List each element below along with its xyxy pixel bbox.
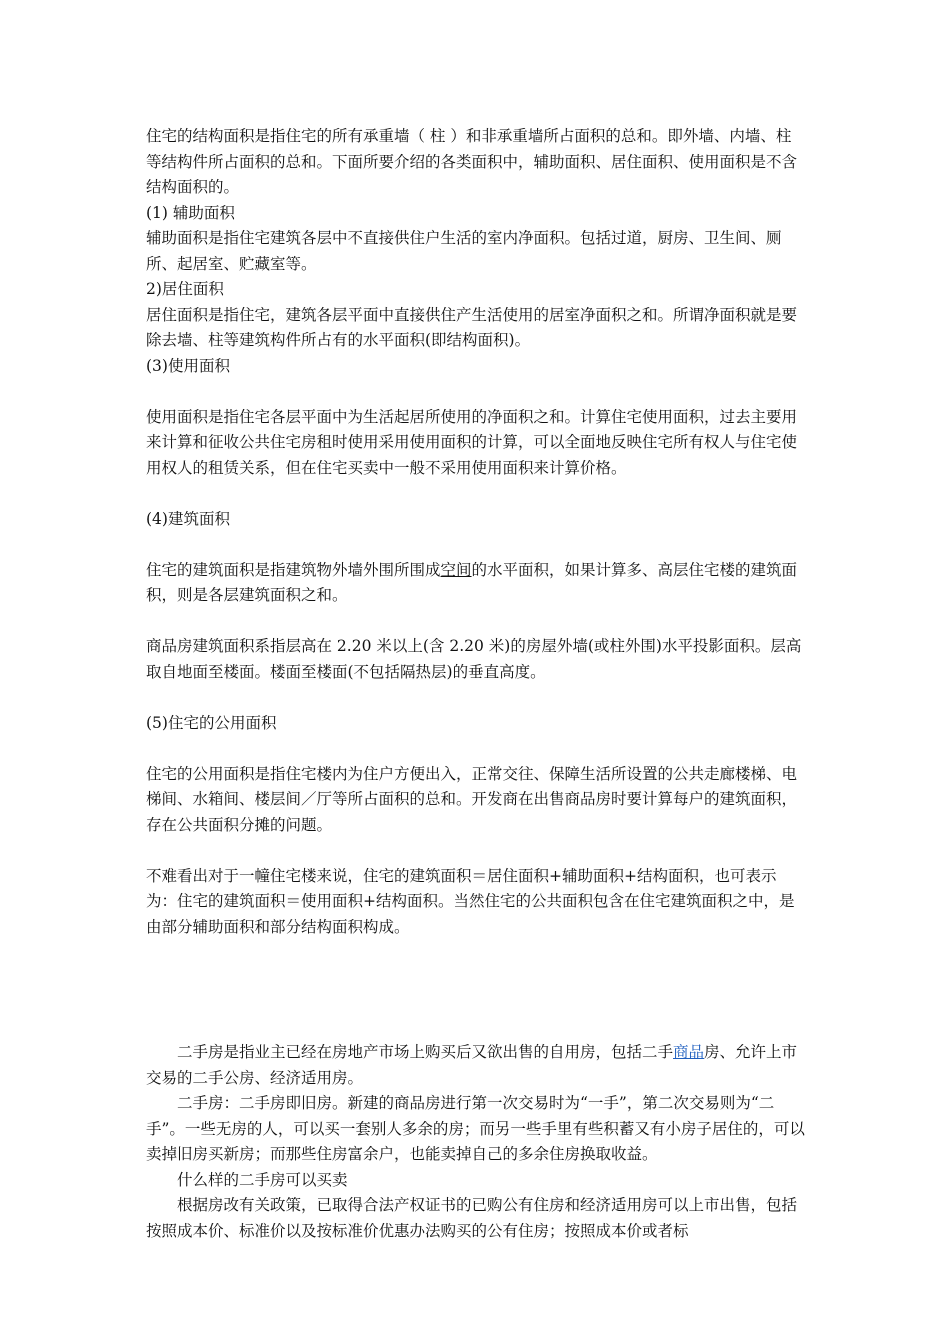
second-hand-text-post: 房、允许上市交易的二手公房、经济适用房。: [146, 1043, 798, 1087]
building-area-text-pre: 住宅的建筑面积是指建筑物外墙外围所围成: [146, 560, 441, 579]
building-area-text-post: 的水平面积，如果计算多、高层住宅楼的建筑面积，则是各层建筑面积之和。: [146, 560, 798, 604]
living-area-paragraph: 居住面积是指住宅，建筑各层平面中直接供住产生活使用的居室净面积之和。所谓净面积就是要除去墙、柱等建筑构件所占有的水平面积(即结构面积)。: [146, 305, 798, 349]
heading-building-area: (4)建筑面积: [146, 509, 230, 528]
space-link[interactable]: 空间: [440, 560, 472, 579]
heading-usable-area: (3)使用面积: [146, 356, 230, 375]
policy-paragraph: 根据房改有关政策，已取得合法产权证书的已购公有住房和经济适用房可以上市出售，包括按照成本价、标准价以及按标准价优惠办法购买的公有住房；按照成本价或者标: [146, 1196, 798, 1240]
structure-area-paragraph: 住宅的结构面积是指住宅的所有承重墙（ 柱 ）和非承重墙所占面积的总和。即外墙、内墙、柱等结构件所占面积的总和。下面所要介绍的各类面积中，辅助面积、居住面积、使用面积是不含结构面积的。: [146, 127, 798, 196]
usable-area-paragraph: 使用面积是指住宅各层平面中为生活起居所使用的净面积之和。计算住宅使用面积，过去主要用来计算和征收公共住宅房租时使用采用使用面积的计算，可以全面地反映住宅所有权人与住宅使用权人的租赁关系，但在住宅买卖中一般不采用使用面积来计算价格。: [146, 407, 798, 477]
document-page: [146, 124, 806, 1244]
heading-public-area: (5)住宅的公用面积: [146, 713, 277, 732]
summary-paragraph: 不难看出对于一幢住宅楼来说，住宅的建筑面积＝居住面积+辅助面积+结构面积，也可表示为：住宅的建筑面积＝使用面积+结构面积。当然住宅的公共面积包含在住宅建筑面积之中，是由部分辅助面积和部分结构面积构成。: [146, 866, 795, 936]
second-hand-text-pre: 二手房是指业主已经在房地产市场上购买后又欲出售的自用房，包括二手: [177, 1043, 674, 1061]
second-hand-explanation-paragraph: 二手房：二手房即旧房。新建的商品房进行第一次交易时为“一手”，第二次交易则为“二手”。一些无房的人，可以买一套别人多余的房；而另一些手里有些积蓄又有小房子居住的，可以卖掉旧房买新房；而那些住房富余户，也能卖掉自己的多余住房换取收益。: [146, 1094, 805, 1163]
heading-tradable-second-hand: 什么样的二手房可以买卖: [177, 1170, 348, 1189]
commercial-building-area-paragraph: 商品房建筑面积系指层高在 2.20 米以上(含 2.20 米)的房屋外墙(或柱外围)水平投影面积。层高取自地面至楼面。楼面至楼面(不包括隔热层)的垂直高度。: [146, 637, 802, 681]
heading-auxiliary-area: (1) 辅助面积: [146, 203, 235, 222]
building-area-paragraph: [146, 558, 806, 609]
public-area-paragraph: 住宅的公用面积是指住宅楼内为住户方便出入，正常交往、保障生活所设置的公共走廊楼梯、电梯间、水箱间、楼层间／厅等所占面积的总和。开发商在出售商品房时要计算每户的建筑面积，存在公共面积分摊的问题。: [146, 764, 798, 834]
commodity-link[interactable]: 商品: [673, 1043, 705, 1061]
second-hand-definition-paragraph: [146, 1040, 806, 1091]
heading-living-area: 2)居住面积: [146, 280, 224, 298]
auxiliary-area-paragraph: 辅助面积是指住宅建筑各层中不直接供住户生活的室内净面积。包括过道，厨房、卫生间、厕所、起居室、贮藏室等。: [146, 229, 782, 273]
